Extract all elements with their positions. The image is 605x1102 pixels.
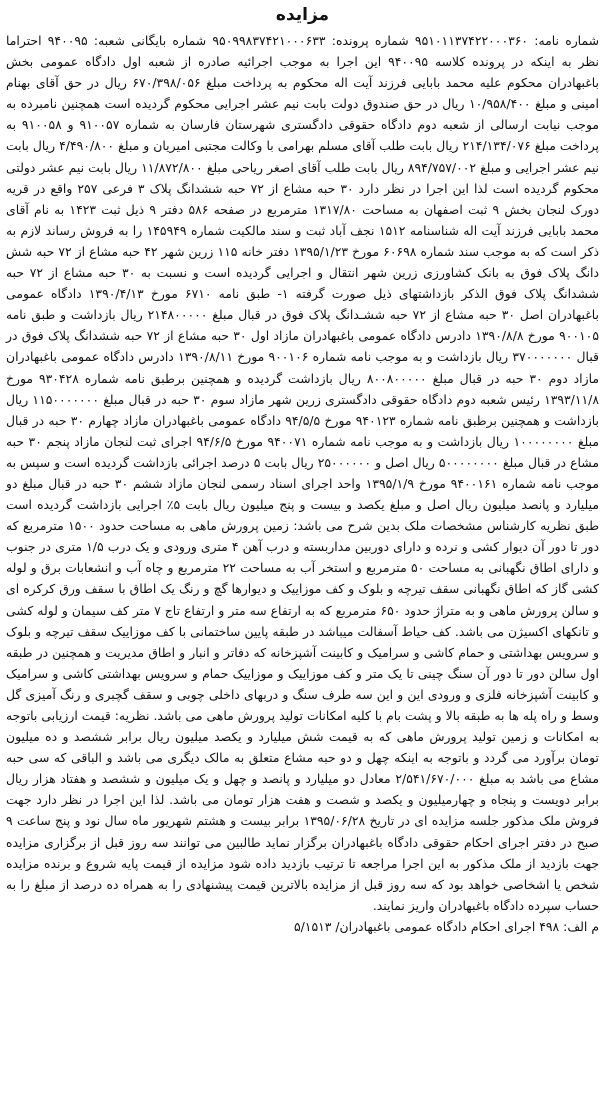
notice-footer: م الف: ۴۹۸ اجرای احکام دادگاه عمومی باغبهادران/ ۵/۱۵۱۳ — [293, 918, 599, 934]
notice-body — [6, 30, 599, 916]
notice-title: مزایده — [275, 5, 330, 25]
notice-body-paragraph: شماره نامه: ۹۵۱۰۱۱۳۷۴۲۲۰۰۰۳۶۰ شماره پرونده: ۹۵۰۹۹۸۳۷۴۲۱۰۰۰۶۳۳ شماره بایگانی شعبه: ۹۴۰۰۹۵ احتراما نظر به اینکه در پرونده کلاسه ۹۴۰۰۹۵ این اجرا به موجب اجرائیه صادره از شعبه اول دادگاه عمومی بخش باغبهادران محکوم علیه محمد بابایی فرزند آیت اله محکوم به پرداخت مبلغ ۶۷۰/۳۹۸/۰۵۶ ریال در حق آقای بهنام امینی و مبلغ ۱۰/۹۵۸/۴۰۰ ریال در حق صندوق دولت بابت نیم عشر اجرایی محکوم گردیده است همچنین نامبرده به موجب نیابت ارسالی از شعبه دوم دادگاه حقوقی دادگستری شهرستان فارسان به شماره ۹۱۰۰۵۷ و ۹۱۰۰۵۸ به پرداخت مبلغ ۲۱۴/۱۳۴/۰۷۶ ریال بابت طلب آقای مسلم بهرامی با وکالت مجتبی امیریان و مبلغ ۴/۴۹۰/۸۰۰ ریال بابت نیم عشر اجرایی و مبلغ ۸۹۴/۷۵۷/۰۰۲ ریال بابت طلب آقای اصغر ریاحی مبلغ ۱۱/۸۷۲/۸۰۰ ریال بابت نیم عشر دولتی محکوم گردیده است لذا این اجرا در نظر دارد ۳۰ حبه مشاع از ۷۲ حبه ششدانگ پلاک ۳ فرعی ۲۵۷ واقع در قریه دورک لنجان بخش ۹ ثبت اصفهان به مساحت ۱۳۱۷/۸۰ مترمربع در صفحه ۵۸۶ دفتر ۹ ذیل ثبت ۱۴۲۳ به نام آقای محمد بابایی فرزند آیت اله شناسنامه ۱۵۱۲ نجف آباد ثبت و سند مالکیت شماره ۱۴۵۹۴۹ را به فروش رساند لازم به ذکر است که به موجب سند شماره ۶۰۶۹۸ مورخ ۱۳۹۵/۱/۲۳ دفتر خانه ۱۱۵ زرین شهر ۴۲ حبه مشاع از ۷۲ حبه شش دانگ پلاک فوق به بانک کشاورزی زرین شهر انتقال و اجرایی گردیده است و نسبت به ۳۰ حبه مشاع از ۷۲ حبه ششدانگ پلاک فوق الذکر بازداشتهای ذیل صورت گرفته ۱- طبق نامه ۶۷۱۰ مورخ ۱۳۹۰/۴/۱۳ دادگاه عمومی باغبهادران اصل ۳۰ حبه مشاع از ۷۲ حبه ششـدانگ پلاک فوق در قبال مبلغ ۲۱۴۸۰۰۰۰۰ ریال بازداشت و طبق نامه ۹۰۰۱۰۵ مورخ ۱۳۹۰/۸/۸ دادرس دادگاه عمومی باغبهادران مازاد اول ۳۰ حبه مشاع از ۷۲ حبه ششدانگ پلاک فوق در قبال ۳۷۰۰۰۰۰۰۰ ریال بازداشت و به موجب نامه شماره ۹۰۰۱۰۶ مورخ ۱۳۹۰/۸/۱۱ دادرس دادگاه عمومی باغبهادران مازاد دوم ۳۰ حبه در قبال مبلغ ۸۰۰۸۰۰۰۰۰ ریال بازداشت گردیده و همچنین برطبق نامه شماره ۹۳۰۴۲۸ مورخ ۱۳۹۳/۱۱/۸ رئیس شعبه دوم دادگاه حقوقی دادگستری زرین شهر مازاد سوم ۳۰ حبه در قبال مبلغ ۱۱۵۰۰۰۰۰۰۰ ریال بازداشت و همچنین برطبق نامه شماره ۹۴۰۱۲۳ مورخ ۹۴/۵/۵ دادگاه عمومی باغبهادران مازاد چهارم ۳۰ حبه در قبال مبلغ ۱۰۰۰۰۰۰۰۰ ریال بازداشت و به موجب نامه شماره ۹۴۰۰۷۱ مورخ ۹۴/۶/۵ اجرای ثبت لنجان مازاد پنجم ۳۰ حبه مشاع در قبال مبلغ ۵۰۰۰۰۰۰۰۰ ریال اصل و ۲۵۰۰۰۰۰۰ ریال بابت ۵ درصد اجرائی بازداشت گردیده است و سپس به موجب نامه شماره ۹۴۰۰۱۶۱ مورخ ۱۳۹۵/۱/۹ واحد اجرای اسناد رسمی لنجان مازاد ششم ۳۰ حبه در قبال مبلغ دو میلیارد و پانصد میلیون ریال اصل و مبلغ یکصد و بیست و پنج میلیون ریال بابت ۵٪ اجرایی بازداشت گردیده است طبق نظریه کارشناس مشخصات ملک بدین شرح می باشد: زمین پرورش ماهی به مساحت حدود ۱۵۰۰ مترمربع که دور تا دور آن دیوار کشی و نرده و دارای دوربین مداربسته و درب آهن ۴ متری ورودی و یک درب ۱/۵ متری در جنوب و دارای اطاق نگهبانی به مساحت ۵۰ مترمربع و استخر آب به مساحت ۲۲ مترمربع و چاه آب و انشعابات برق و لوله کشی گاز که اطاق نگهبانی سقف تیرچه و بلوک و کف موزاییک و دیوارها گچ و رنگ یک اطاق با سقف ورق کرکره ای و سالن پرورش ماهی و به متراژ حدود ۶۵۰ مترمربع که به ارتفاع سه متر و ارتفاع تاج ۷ متر کف سیمان و لوله کشی و تانکهای اکسیژن می باشد. کف حیاط آسفالت میباشد در طبقه پایین ساختمانی با کف موزاییک سقف تیرچه و بلوک و سرویس بهداشتی و حمام کاشی و سرامیک و کابینت آشپزخانه که دفاتر و انبار و اطاق مدیریت و همچنین در طبقه اول سالن دور تا دور آن سنگ چینی تا یک متر و کف موزاییک و موزاییک حمام و سرویس بهداشتی کاشی و سرامیک و کابینت آشپزخانه فلزی و ورودی این و این سه طرف سنگ و دربهای داخلی چوبی و سقف گچبری و رنگ آمیزی گل وسط و راه پله ها به طبقه بالا و پشت بام با کلیه امکانات تولید پرورش ماهی می باشد. نظریه: قیمت ارزیابی باتوجه به امکانات و زمین تولید پرورش ماهی که به قیمت شش میلیارد و یکصد میلیون ریال برابر ششصد و ده میلیون تومان برآورد می گردد و باتوجه به اینکه چهل و دو حبه مشاع متعلق به مالک دیگری می باشد و الباقی که سی حبه مشاع می باشد به مبلغ ۲/۵۴۱/۶۷۰/۰۰۰ معادل دو میلیارد و پانصد و چهل و یک میلیون و ششصد و هفتاد هزار ریال برابر دویست و پنجاه و چهارمیلیون و یکصد و شصت و هفت هزار تومان می باشد. لذا این اجرا در نظر دارد جهت فروش ملک مذکور جلسه مزایده ای در تاریخ ۱۳۹۵/۰۶/۲۸ برابر بیست و هشتم شهریور ماه سال نود و پنج ساعت ۹ صبح در دفتر اجرای احکام حقوقی دادگاه باغبهادران برگزار نماید طالبین می توانند سه روز قبل از برگزاری مزایده جهت بازدید از ملک مذکور به این اجرا مراجعه تا ترتیب بازدید داده شود مزایده از قیمت پایه شروع و برنده مزایده شخص یا اشخاصی خواهد بود که سه روز قبل از مزایده بالاترین قیمت پیشنهادی را به همراه ده درصد از مبلغ را به حساب سپرده دادگاه باغبهادران واریز نمایند. — [6, 33, 600, 913]
